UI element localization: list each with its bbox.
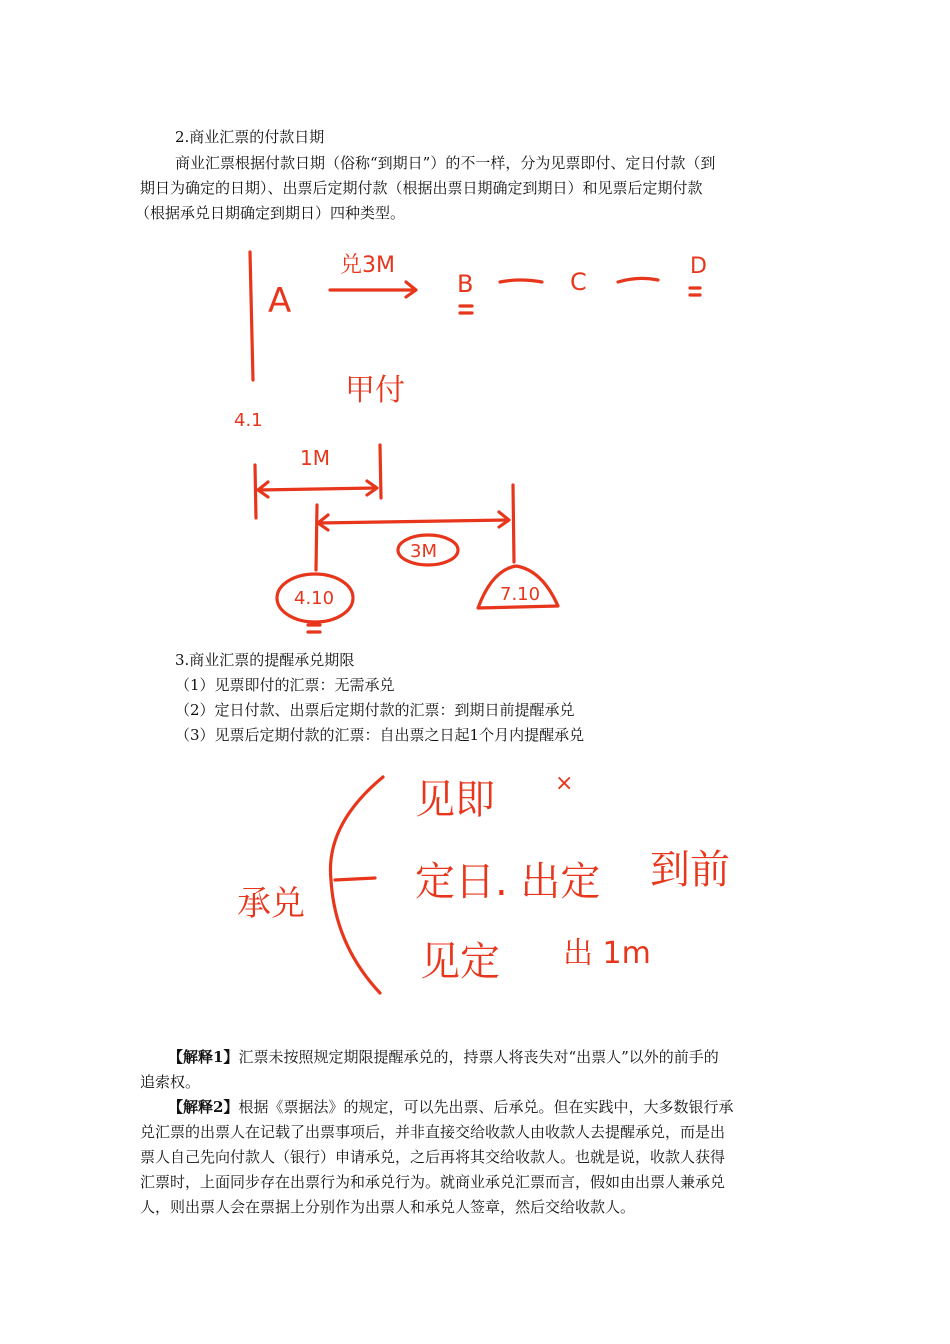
note1-text-1: 汇票未按照规定期限提醒承兑的，持票人将丧失对“出票人”以外的前手的 [238, 1048, 719, 1066]
sketch-date-start: 4.1 [234, 410, 263, 431]
sketch-b-to-c [500, 280, 542, 282]
sketch2-row1: 见即 [415, 777, 495, 823]
sketch-arrow-text: 兑3M [340, 253, 395, 278]
note1-line-2: 追索权。 [140, 1073, 201, 1091]
acceptance-sketch [225, 765, 745, 1005]
payment-date-sketch [220, 240, 740, 650]
section3-item-2: （2）定日付款、出票后定期付款的汇票：到期日前提醒承兑 [175, 701, 575, 719]
sketch-span1-arrow [258, 488, 376, 490]
note1-tag: 【解释1】 [168, 1048, 239, 1066]
sketch-span2-label: 3M [410, 541, 437, 562]
sketch-label-c: C [570, 268, 587, 296]
sketch-vertical-line [250, 252, 253, 380]
sketch-date-present: 4.10 [294, 588, 335, 609]
note2-line-4: 汇票时，上面同步存在出票行为和承兑行为。就商业承兑汇票而言，假如由出票人兼承兑 [140, 1173, 726, 1191]
section3-heading: 3.商业汇票的提醒承兑期限 [175, 651, 355, 669]
section3-item-1: （1）见票即付的汇票：无需承兑 [175, 676, 395, 694]
section2-para-line-2: 期日为确定的日期）、出票后定期付款（根据出票日期确定到期日）和见票后定期付款 [140, 179, 703, 197]
sketch2-root: 承兑 [237, 884, 305, 924]
note2-line-1 [168, 1097, 733, 1117]
sketch2-row2: 定日. 出定 [415, 859, 601, 905]
sketch2-row3-mark: 出 1m [563, 936, 651, 971]
sketch-date-due: 7.10 [500, 584, 541, 605]
section3-item-3: （3）见票后定期付款的汇票：自出票之日起1个月内提醒承兑 [175, 726, 585, 744]
note2-line-5: 人，则出票人会在票据上分别作为出票人和承兑人签章，然后交给收款人。 [140, 1198, 636, 1216]
section2-para-line-3: （根据承兑日期确定到期日）四种类型。 [135, 204, 406, 222]
sketch2-row1-mark: × [555, 771, 574, 796]
note2-text-1: 根据《票据法》的规定，可以先出票、后承兑。但在实践中，大多数银行承 [238, 1098, 734, 1116]
note1-line-1 [168, 1047, 719, 1067]
sketch-pay-text: 甲付 [345, 373, 405, 408]
note2-tag: 【解释2】 [168, 1098, 239, 1116]
sketch-label-a: A [268, 281, 292, 321]
note2-line-3: 票人自己先向付款人（银行）申请承兑，之后再将其交给收款人。也就是说，收款人获得 [140, 1148, 726, 1166]
sketch2-row2-mark: 到前 [650, 847, 730, 893]
sketch-label-d: D [690, 254, 707, 279]
section2-heading: 2.商业汇票的付款日期 [175, 128, 325, 146]
sketch-span1-label: 1M [300, 446, 330, 470]
sketch-span2-arrow [318, 520, 508, 523]
sketch-label-b: B [457, 270, 474, 298]
sketch2-brace [330, 777, 383, 993]
sketch2-row3: 见定 [420, 939, 500, 985]
sketch-c-to-d [618, 278, 658, 282]
section2-para-line-1: 商业汇票根据付款日期（俗称“到期日”）的不一样，分为见票即付、定日付款（到 [175, 154, 716, 172]
note2-line-2: 兑汇票的出票人在记载了出票事项后，并非直接交给收款人由收款人去提醒承兑，而是出 [140, 1123, 726, 1141]
